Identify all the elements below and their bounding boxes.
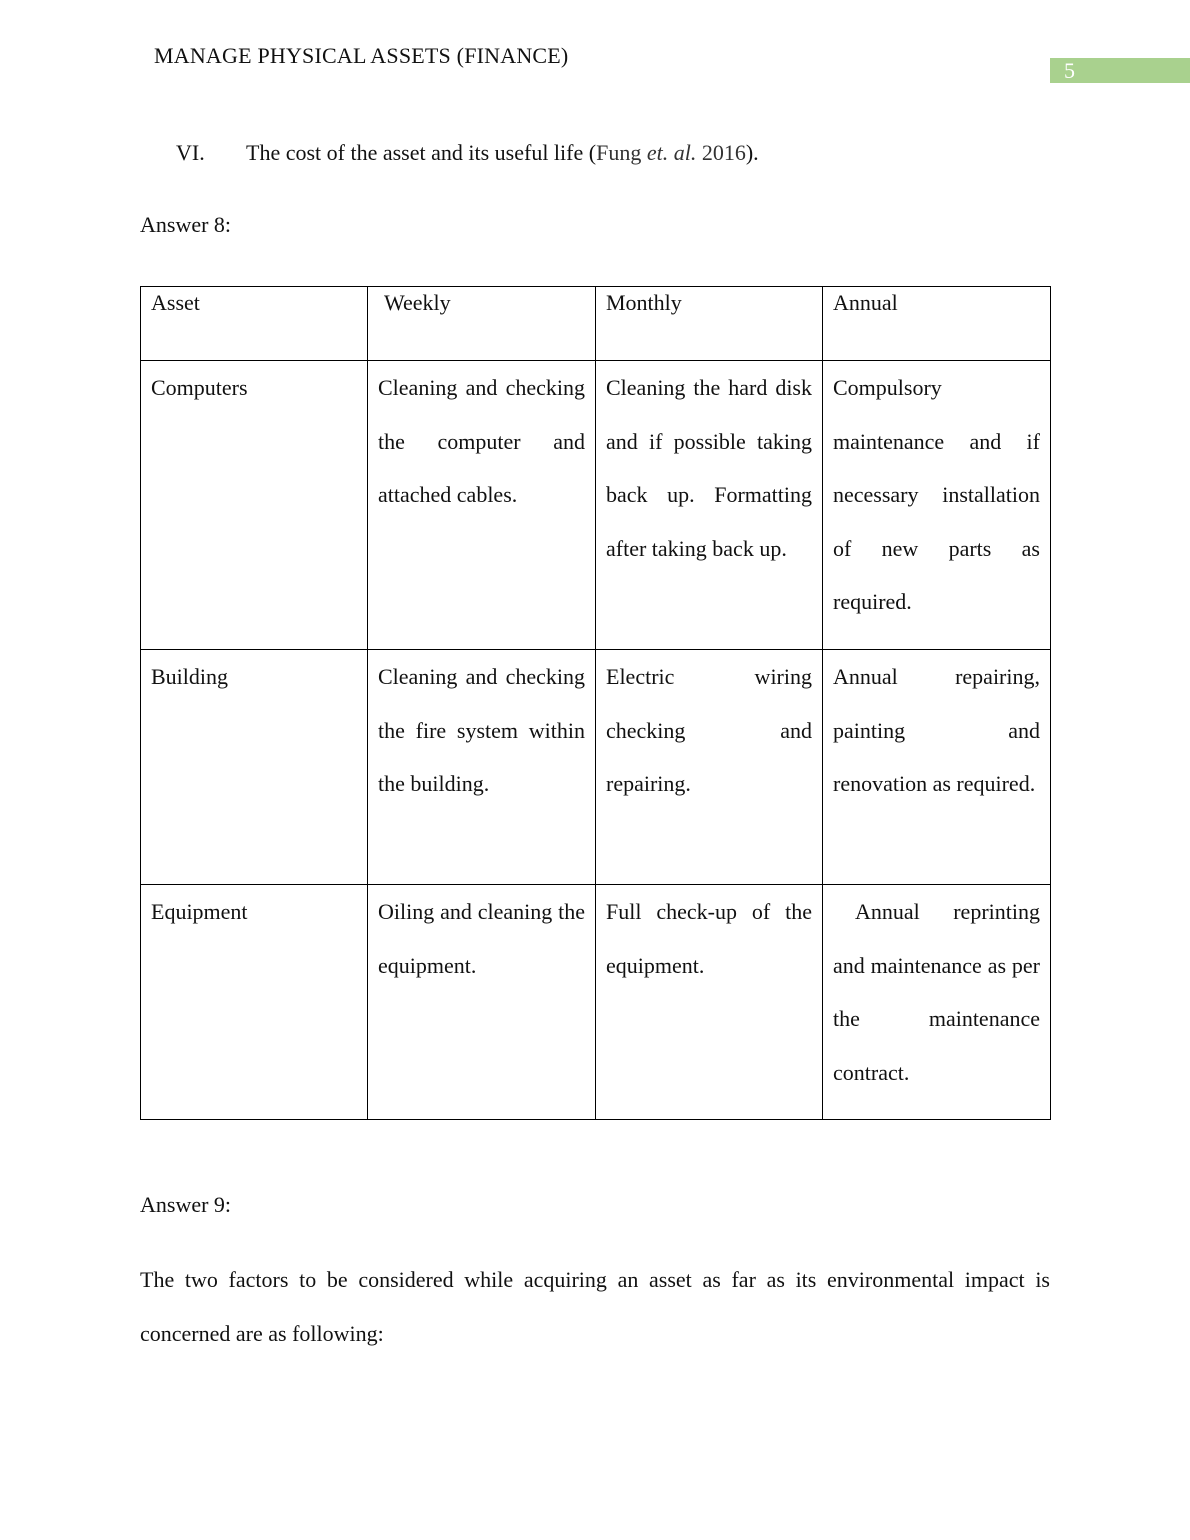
cell-monthly: Electric wiring checking and repairing. — [596, 650, 823, 885]
citation-year: 2016 — [696, 140, 746, 165]
citation-author: Fung — [596, 140, 647, 165]
header-cell-asset: Asset — [141, 287, 368, 361]
maintenance-schedule-table — [140, 286, 1051, 1120]
answer-8-heading: Answer 8: — [140, 212, 232, 237]
list-item-vi — [176, 140, 759, 166]
page-number-badge: 5 — [1050, 58, 1190, 83]
table-header-row — [141, 287, 1051, 361]
answer-9-heading: Answer 9: — [140, 1192, 232, 1217]
cell-weekly: Cleaning and checking the computer and attached cables. — [368, 361, 596, 650]
header-cell-annual: Annual — [823, 287, 1051, 361]
header-cell-monthly: Monthly — [596, 287, 823, 361]
cell-asset: Building — [141, 650, 368, 885]
table-row — [141, 650, 1051, 885]
table-row — [141, 361, 1051, 650]
running-header: MANAGE PHYSICAL ASSETS (FINANCE) — [154, 43, 569, 68]
list-number: VI. — [176, 140, 205, 165]
table-row — [141, 885, 1051, 1120]
cell-annual: Annual reprinting and maintenance as per the maintenance contract. — [823, 885, 1051, 1120]
cell-annual: Annual repairing, painting and renovation as required. — [823, 650, 1051, 885]
header-cell-weekly: Weekly — [368, 287, 596, 361]
body-paragraph: The two factors to be considered while acquiring an asset as far as its environmental impact is concerned are as following: — [140, 1267, 1050, 1346]
citation-etal: et. al. — [646, 140, 697, 165]
cell-asset: Computers — [141, 361, 368, 650]
cell-monthly: Cleaning the hard disk and if possible taking back up. Formatting after taking back up. — [596, 361, 823, 650]
cell-weekly: Cleaning and checking the fire system within the building. — [368, 650, 596, 885]
cell-weekly: Oiling and cleaning the equipment. — [368, 885, 596, 1120]
cell-asset: Equipment — [141, 885, 368, 1120]
list-text: The cost of the asset and its useful life ( — [246, 140, 597, 165]
cell-annual: Compulsory maintenance and if necessary installation of new parts as required. — [823, 361, 1051, 650]
list-close: ). — [745, 140, 759, 165]
cell-monthly: Full check-up of the equipment. — [596, 885, 823, 1120]
